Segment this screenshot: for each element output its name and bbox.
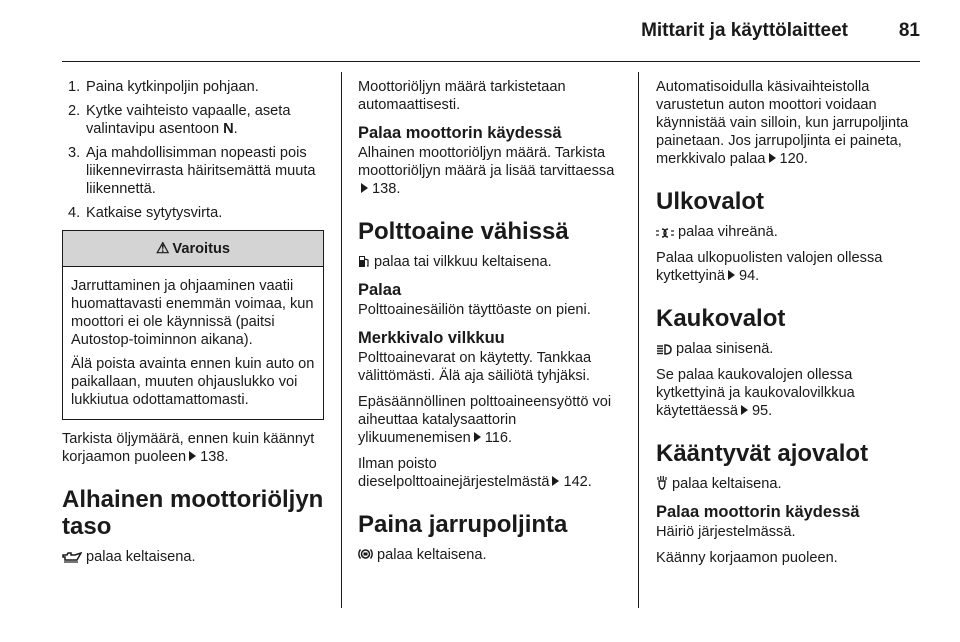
low-oil-paragraph: Alhainen moottoriöljyn määrä. Tarkista moottoriöljyn määrä ja lisää tarvittaessa138. [358, 145, 615, 197]
heading-exterior-lights: Ulkovalot [656, 188, 765, 215]
column-divider-2 [638, 72, 639, 608]
oil-check-paragraph: Tarkista öljymäärä, ennen kuin käännyt korjaamon puoleen 138. [62, 431, 315, 465]
heading-cornering-lights: Kääntyvät ajovalot [656, 440, 869, 467]
high-beam-status-line: palaa sinisenä. [656, 340, 922, 358]
heading-fuel-low: Polttoaine vähissä [358, 218, 569, 245]
page-reference-icon [728, 270, 735, 280]
heading-high-beam: Kaukovalot [656, 305, 786, 332]
workshop-paragraph: Käänny korjaamon puoleen. [656, 550, 838, 566]
warning-header [63, 231, 323, 267]
oil-status-line: palaa keltaisena. [62, 548, 324, 566]
column-2 [358, 78, 624, 572]
warning-text-1: Jarruttaminen ja ohjaaminen vaatii huomattavasti enemmän voimaa, kun moottori ei ole käynnissä (paitsi Autostop-toiminnon aikana). [71, 278, 314, 348]
step-1: 1. Paina kytkinpoljin pohjaan. [68, 79, 259, 95]
column-3 [656, 78, 922, 575]
step-4: 4. Katkaise sytytysvirta. [68, 205, 223, 221]
page-reference-icon [741, 405, 748, 415]
side-lights-icon [656, 228, 674, 238]
high-beam-icon [656, 344, 672, 355]
page-reference-icon [474, 432, 481, 442]
warning-text-2: Älä poista avainta ennen kuin auto on paikallaan, muuten ohjauslukko voi lukkiutua odottamattomasti. [71, 356, 315, 408]
page-reference-icon [361, 183, 368, 193]
header-rule [62, 61, 920, 62]
brake-pedal-icon [358, 547, 373, 561]
heading-oil-low: Alhainen moottoriöljyn taso [62, 486, 324, 540]
exterior-paragraph: Palaa ulkopuolisten valojen ollessa kytkettyinä 94. [656, 250, 883, 284]
warning-body [63, 267, 323, 419]
heading-fuel-on: Palaa [358, 281, 402, 299]
fuel-pump-icon [358, 255, 370, 268]
step-2: 2. Kytke vaihteisto vapaalle, aseta valintavipu asentoon N. [68, 103, 291, 137]
procedure-steps [62, 78, 324, 222]
fuel-low-paragraph: Polttoainesäiliön täyttöaste on pieni. [358, 302, 591, 318]
chapter-title: Mittarit ja käyttölaitteet [641, 20, 848, 41]
irregular-supply-paragraph: Epäsäännöllinen polttoaineensyöttö voi aiheuttaa katalysaattorin ylikuumenemisen 116. [358, 394, 612, 446]
auto-gearbox-paragraph: Automatisoidulla käsivaihteistolla varustetun auton moottori voidaan käynnistää vain silloin, kun jarrupoljinta painetaan. Jos jarrupoljinta ei paineta, merkkivalo palaa 120. [656, 79, 909, 167]
cornering-status-line: palaa keltaisena. [656, 475, 922, 493]
oil-can-icon [62, 551, 82, 563]
heading-press-brake: Paina jarrupoljinta [358, 511, 568, 538]
brake-status-line: palaa keltaisena. [358, 546, 624, 564]
exterior-status-line: palaa vihreänä. [656, 223, 922, 241]
page-reference-icon [769, 153, 776, 163]
page-reference-icon [552, 476, 559, 486]
high-beam-paragraph: Se palaa kaukovalojen ollessa kytkettyinä ja kaukovalovilkkua käytettäessä 95. [656, 367, 855, 419]
fuel-empty-paragraph: Polttoainevarat on käytetty. Tankkaa välittömästi. Älä aja säiliötä tyhjäksi. [358, 350, 592, 384]
heading-engine-running-2: Palaa moottorin käydessä [656, 503, 860, 521]
oil-auto-check: Moottoriöljyn määrä tarkistetaan automaattisesti. [358, 79, 566, 113]
column-divider-1 [341, 72, 342, 608]
page-reference-icon [189, 451, 196, 461]
page-header [0, 0, 960, 64]
heading-engine-running: Palaa moottorin käydessä [358, 124, 562, 142]
warning-triangle-icon: ⚠ [155, 239, 170, 257]
step-3: 3. Aja mahdollisimman nopeasti pois liikennevirrasta häiritsemättä muuta liikennettä. [68, 145, 316, 197]
warning-box [62, 230, 324, 420]
warning-title: Varoitus [172, 240, 231, 257]
fault-paragraph: Häiriö järjestelmässä. [656, 524, 796, 540]
fuel-status-line: palaa tai vilkkuu keltaisena. [358, 253, 624, 271]
column-1 [62, 78, 324, 574]
heading-fuel-blink: Merkkivalo vilkkuu [358, 329, 505, 347]
cornering-light-icon [656, 476, 668, 490]
diesel-bleed-paragraph: Ilman poisto dieselpolttoainejärjestelmästä 142. [358, 456, 592, 490]
page-number: 81 [898, 20, 920, 41]
